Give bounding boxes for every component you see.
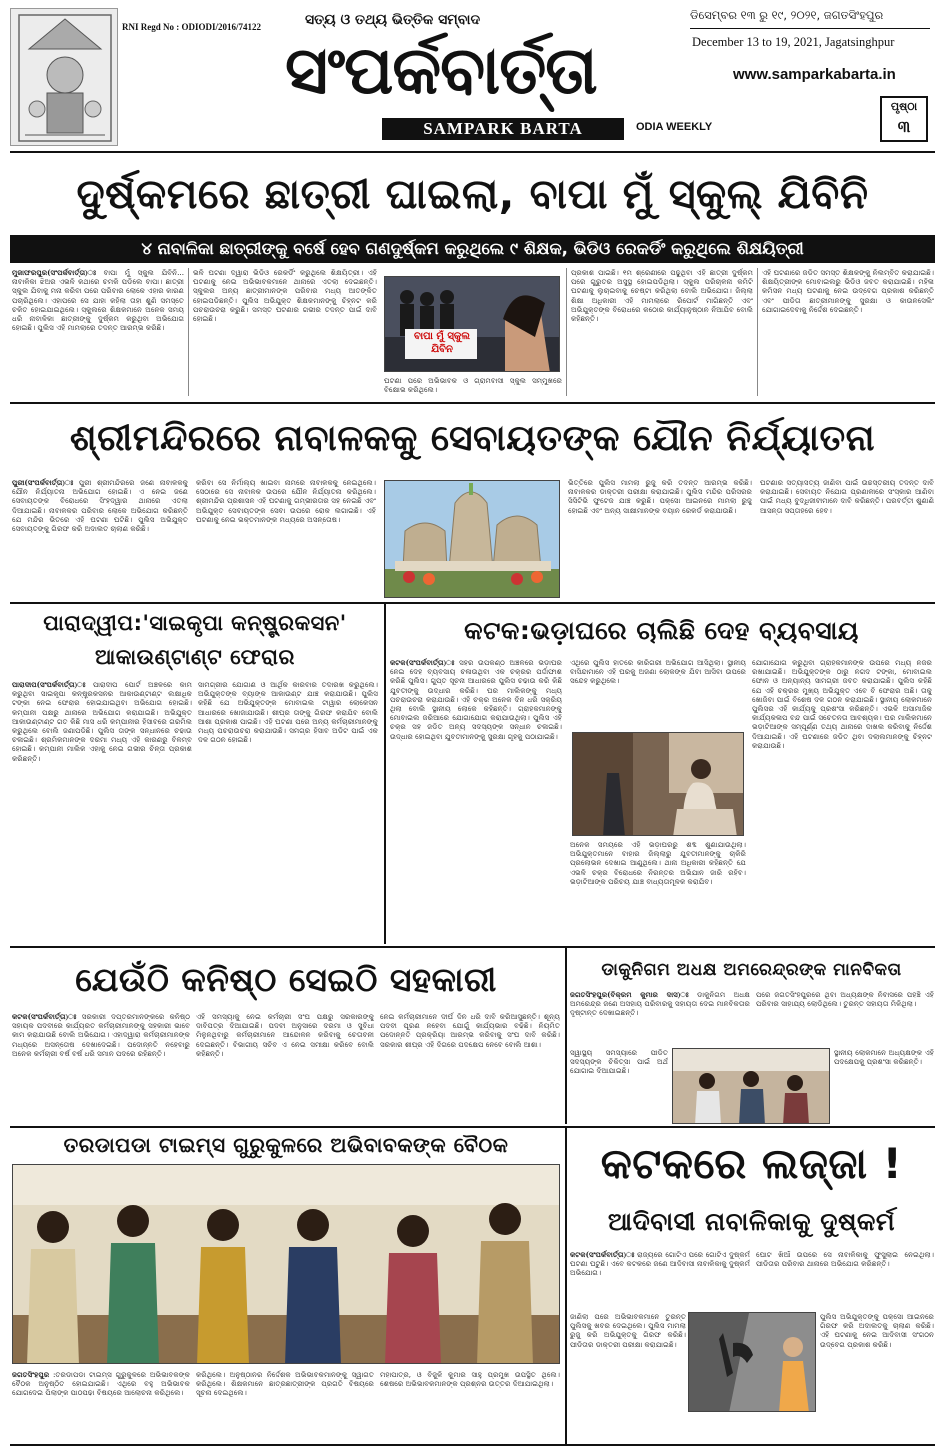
- story7-dateline: ଜଗତସିଂହପୁର: [12, 1370, 50, 1379]
- story8-col3: ଜାଣିଲା ପରେ ଅଭିଭାବକମାନେ ତୁରନ୍ତ ପୁଲିସକୁ ଖବର ଦେଇଥିଲେ। ପୁଲିସ ମାମଲା ରୁଜୁ କରି ଅଭିଯୁକ୍ତକୁ ଗିରଫ କରିଛି। ପୀଡିତାର ଡାକ୍ତରୀ ପରୀକ୍ଷା କରାଯାଇଛି।: [570, 1312, 686, 1349]
- story6-headline: ଡାକୁନିଗମ ଅଧକ୍ଷ ଅମରେନ୍ଦ୍ରଙ୍କ ମାନବିକତା: [601, 960, 902, 980]
- edition-label: ODIA WEEKLY: [636, 121, 713, 133]
- story1-col2: [193, 268, 377, 398]
- website[interactable]: www.samparkabarta.in: [733, 66, 896, 83]
- story6-col1: ଜଗତସିଂହପୁର(ବିକ୍ରମ କୁମାର ଦାସ)ଃ ଡାକୁନିଗମ ଅଧକ୍ଷ ଅମରେନ୍ଦ୍ର ଜଣେ ଅସହାୟ ପରିବାରକୁ ସହାୟତା ଦେଇ ମାନବିକତାର ଦୃଷ୍ଟାନ୍ତ ଦେଖାଇଛନ୍ତି।: [570, 990, 750, 1018]
- story7-col3: ମହାପାତ୍ର, ଓ ବିଜୁଳି କୁମାର ସାହୁ ପ୍ରମୁଖ ଉପସ୍ଥିତ ଥିଲେ। ଶେଷରେ ଅଭିଭାବକମାନଙ୍କ ପ୍ରଶ୍ନର ଉତ୍ତର ଦିଆଯାଇଥିଲା।: [380, 1370, 560, 1389]
- story7-photo: [12, 1164, 560, 1364]
- story8-headline-line2: ଆଦିବାସୀ ନାବାଳିକାକୁ ଦୁଷ୍କର୍ମ: [607, 1207, 896, 1236]
- story5-headline: ଯେଉଁଠି କନିଷ୍ଠ ସେଇଠି ସହକାରୀ: [75, 960, 497, 999]
- story1-dateline: ମୁଜାଫରପୁର(ସଂପର୍କବାର୍ତ୍ତା)ଃ: [12, 268, 97, 277]
- date-english: December 13 to 19, 2021, Jagatsinghpur: [692, 35, 895, 49]
- masthead: [0, 0, 945, 150]
- story1-col3-bottom: ଘଟଣା ପରେ ଅଭିଭାବକ ଓ ଗ୍ରାମବାସୀ ସ୍କୁଲ ସମ୍ମୁଖରେ ବିକ୍ଷୋଭ କରିଥିଲେ।: [384, 376, 562, 395]
- story2-col1: ପୁରୀ(ସଂପର୍କବାର୍ତ୍ତା)ଃ ପୁରୀ ଶ୍ରୀମନ୍ଦିରରେ ଜଣେ ନାବାଳକକୁ ଯୌନ ନିର୍ଯ୍ୟାତନା ଅଭିଯୋଗ ହୋଇଛି। ଏ ନେଇ ଜଣେ ସେବାୟତଙ୍କ ବିରୋଧରେ ସିଂହଦ୍ୱାର ଥାନାରେ ଏତଲା ଦିଆଯାଇଛି। ନାବାଳକର ପରିବାର ଲୋକେ ଅଭିଯୋଗ କରିଛନ୍ତି ଯେ ମନ୍ଦିର ଭିତରେ ଏହି ଘଟଣା ଘଟିଛି। ପୁଲିସ ଅଭିଯୁକ୍ତ ସେବାୟତଙ୍କୁ ଗିରଫ କରି ଅଦାଲତ ଚାଲାଣ କରିଛି।: [12, 478, 188, 534]
- story4-col1: କଟକ(ସଂପର୍କବାର୍ତ୍ତା)ଃ ସହର ଉପକଣ୍ଠ ଅଞ୍ଚଳରେ ଭଡ଼ାଘର ନେଇ ଦେହ ବ୍ୟବସାୟ ଚଳାଉଥିବା ଏକ ଚକ୍ରର ପର୍ଦ୍ଦାଫାଶ କରିଛି ପୁଲିସ। ଗୁପ୍ତ ସୂଚନା ଆଧାରରେ ପୁଲିସ ଚଢାଉ କରି କିଛି ଯୁବତୀଙ୍କୁ ଉଦ୍ଧାର କରିଛି। ଘର ମାଲିକଙ୍କୁ ମଧ୍ୟ ପଚରାଉଚରା କରାଯାଉଛି। ଏହି ଚକ୍ର ଅନେକ ଦିନ ଧରି ସକ୍ରିୟ ଥିଲା ବୋଲି ସ୍ଥାନୀୟ ଲୋକେ କହିଛନ୍ତି। ଗ୍ରାହକମାନଙ୍କୁ ମୋବାଇଲ ଜରିଆରେ ଯୋଗାଯୋଗ କରାଯାଉଥିଲା। ପୁଲିସ ଏହି ଚକ୍ର ସହ ଜଡିତ ଅନ୍ୟ ସଦସ୍ୟଙ୍କ ସନ୍ଧାନ ଚଳାଇଛି। ଉଦ୍ଧାର ହୋଇଥିବା ଯୁବତୀମାନଙ୍କୁ ସୁରକ୍ଷା ଗୃହକୁ ପଠାଯାଇଛି।: [390, 658, 562, 741]
- story8-block: [568, 1128, 935, 1444]
- story8-col1: କଟକ(ସଂପର୍କବାର୍ତ୍ତା)ଃ ରାଜ୍ୟରେ ଗୋଟିଏ ପରେ ଗୋଟିଏ ଦୁଷ୍କର୍ମ ଘଟଣା ଘଟୁଛି। ଏବେ କଟକରେ ଜଣେ ଆଦିବାସୀ ନାବାଳିକାକୁ ଦୁଷ୍କର୍ମ ଅଭିଯୋଗ।: [570, 1250, 750, 1278]
- story8-dateline: କଟକ(ସଂପର୍କବାର୍ତ୍ତା)ଃ: [570, 1250, 635, 1259]
- story3-dateline: ପାରାଦୀପ(ସଂପର୍କବାର୍ତ୍ତା)ଃ: [12, 680, 86, 689]
- story1-col5: [762, 268, 934, 398]
- logo-english-banner: [382, 118, 624, 140]
- page-label: ପୃଷ୍ଠା: [890, 100, 918, 113]
- story8-headline-line1: କଟକରେ ଲଜ୍ଜା !: [600, 1139, 903, 1188]
- story7-block: [10, 1128, 562, 1444]
- story2-col2: କରିବା ସେ ନିର୍ମାଲ୍ୟ ଖାଇବା ନାମରେ ନାବାଳକକୁ ନେଇଥିଲେ। ସେଠାରେ ସେ ନାବାଳକ ଉପରେ ଯୌନ ନିର୍ଯ୍ୟାତନା କରିଥିଲେ। ଶ୍ରୀମନ୍ଦିର ପ୍ରଶାସନ ଏହି ଘଟଣାକୁ ଗମ୍ଭୀରତାର ସହ ନେଇଛି ଏବଂ ଅଭିଯୁକ୍ତ ସେବାୟତଙ୍କ ସେବା ଉପରେ ରୋକ ଲଗାଇଛି। ଏହି ଘଟଣାକୁ ନେଇ ଭକ୍ତମାନଙ୍କ ମଧ୍ୟରେ ଅସନ୍ତୋଷ।: [196, 478, 376, 524]
- story1-body-3: ପ୍ରକାଶ ପାଇଛି। ୧ମ ଶ୍ରେଣୀରେ ପଢୁଥିବା ଏହି ଛାତ୍ରୀ ଦୁର୍ଷ୍କମ ପରେ ଗୁରୁତର ଅସୁସ୍ଥ ହୋଇପଡିଥିଲା। ସ୍କୁଲ ପରିଚାଳନା କମିଟି ଘଟଣାକୁ ଲୁଚାଇବାକୁ ଚେଷ୍ଟା କରିଥିଲା ବୋଲି ଅଭିଯୋଗ। ଜିଲ୍ଲା ଶିକ୍ଷା ଅଧିକାରୀ ଏହି ମାମଲାରେ ରିପୋର୍ଟ ମାଗିଛନ୍ତି ଏବଂ ଅଭିଯୁକ୍ତଙ୍କ ବିରୋଧରେ କଠୋର କାର୍ଯ୍ୟାନୁଷ୍ଠାନ ନିଆଯିବ ବୋଲି କହିଛନ୍ତି।: [571, 268, 753, 324]
- page-number-box: [880, 96, 928, 142]
- story2-dateline: ପୁରୀ(ସଂପର୍କବାର୍ତ୍ତା)ଃ: [12, 478, 74, 487]
- story4-dateline: କଟକ(ସଂପର୍କବାର୍ତ୍ତା)ଃ: [390, 658, 455, 667]
- story1-photo-caption: ବାପା ମୁଁ ସ୍କୁଲ ଯିବିନ: [414, 331, 470, 355]
- story2-col3: ଭିତ୍ତିରେ ପୁଲିସ ମାମଲା ରୁଜୁ କରି ତଦନ୍ତ ଆରମ୍ଭ କରିଛି। ନାବାଳକର ଡାକ୍ତରୀ ପରୀକ୍ଷା କରାଯାଇଛି। ପୁଲିସ ମନ୍ଦିର ପରିସରର ସିସିଟିଭି ଫୁଟେଜ ଯାଞ୍ଚ କରୁଛି। ପକ୍ସୋ ଆଇନରେ ମାମଲା ରୁଜୁ ହୋଇଛି ଏବଂ ଅନ୍ୟ ସାକ୍ଷୀମାନଙ୍କ ବୟାନ ରେକର୍ଡ କରାଯାଉଛି।: [568, 478, 752, 515]
- story5-dateline: କଟକ(ସଂପର୍କବାର୍ତ୍ତା)ଃ: [12, 1012, 77, 1021]
- story7-col1: ଜଗତସିଂହପୁର :ତରଡାପଡା ଟାଇମ୍ସ ଗୁରୁକୁଳରେ ଅଭିଭାବକଙ୍କ ବୈଠକ ଅନୁଷ୍ଠିତ ହୋଇଯାଇଛି। ଏଥିରେ ବହୁ ଅଭିଭାବକ ଯୋଗଦେଇ ପିଲାଙ୍କ ପାଠପଢା ବିଷୟରେ ଆଲୋଚନା କରିଥିଲେ।: [12, 1370, 190, 1398]
- story5-col1: କଟକ(ସଂପର୍କବାର୍ତ୍ତା)ଃ ସରକାରୀ ଦପ୍ତରମାନଙ୍କରେ କନିଷ୍ଠ ସହାୟକ ପଦବୀରେ କାର୍ଯ୍ୟରତ କର୍ମଚାରୀମାନଙ୍କୁ ସହକାରୀ ଭାବେ କାମ କରାଯାଉଛି ବୋଲି ଅଭିଯୋଗ। ଏହାଦ୍ୱାରା କର୍ମଚାରୀମାନଙ୍କ ମଧ୍ୟରେ ଅସନ୍ତୋଷ ଦେଖାଦେଇଛି। ପଦୋନ୍ନତି ନହେବାରୁ ଅନେକ କର୍ମଚାରୀ ବର୍ଷ ବର୍ଷ ଧରି ସମାନ ପଦରେ ରହିଛନ୍ତି।: [12, 1012, 190, 1058]
- story6-col2: ପରେ ଜଗତସିଂହପୁରରେ ଥିବା ଅଧ୍ୟକ୍ଷଙ୍କ ନିବାସରେ ପହଞ୍ଚି ଏହି ପରିବାର ସାହାଯ୍ୟ ଲୋଡିଥିଲେ। ତୁରନ୍ତ ସହାୟତା ମିଳିଥିଲା।: [756, 990, 934, 1009]
- story7-col2: କରିଥିଲେ। ଅନୁଷ୍ଠାନର ନିର୍ଦ୍ଦେଶକ ଅଭିଭାବକମାନଙ୍କୁ ସ୍ୱାଗତ କରିଥିଲେ। ଶିକ୍ଷକମାନେ ଛାତ୍ରଛାତ୍ରୀଙ୍କ ପ୍ରଗତି ବିଷୟରେ ସୂଚନା ଦେଇଥିଲେ।: [196, 1370, 374, 1398]
- story1-subheadline-banner: [10, 235, 935, 263]
- story1-body-2: ଭଳି ଘଟଣା ଦ୍ୱାରା ଭିଡିଓ ରେକର୍ଡିଂ କରୁଥିଲେ ଶିକ୍ଷୟିତ୍ରୀ। ଏହି ଘଟଣାକୁ ନେଇ ଅଭିଭାବକମାନେ ଥାନାରେ ଏତଲା ଦେଇଛନ୍ତି। ସ୍କୁଲର ଅନ୍ୟ ଛାତ୍ରୀମାନଙ୍କ ପରିବାର ମଧ୍ୟ ଆତଙ୍କିତ ହୋଇପଡିଛନ୍ତି। ପୁଲିସ ଅଭିଯୁକ୍ତ ଶିକ୍ଷକମାନଙ୍କୁ ଚିହ୍ନଟ କରି ପଚରାଉଚରା କରୁଛି। ସମସ୍ତ ଘଟଣାର ଗଭୀର ତଦନ୍ତ ପାଇଁ ଦାବି ହୋଇଛି।: [193, 268, 377, 324]
- story6-dateline: ଜଗତସିଂହପୁର(ବିକ୍ରମ କୁମାର ଦାସ)ଃ: [570, 990, 689, 999]
- story3-col1: ପାରାଦୀପ(ସଂପର୍କବାର୍ତ୍ତା)ଃ ପାରାଦୀପ ପୋର୍ଟ ଅଞ୍ଚଳରେ କାମ କରୁଥିବା ସାଇକୃପା କନ୍ଷ୍ଟ୍ରକସନର ଆକାଉଣ୍ଟାଣ୍ଟ ଲକ୍ଷାଧିକ ଟଙ୍କା ନେଇ ଫେରାର ହୋଇଯାଇଥିବା ଅଭିଯୋଗ ହୋଇଛି। କମ୍ପାନୀ ପକ୍ଷରୁ ଥାନାରେ ଅଭିଯୋଗ କରାଯାଇଛି। ଅଭିଯୁକ୍ତ ଆକାଉଣ୍ଟାଣ୍ଟ ଗତ କିଛି ମାସ ଧରି କମ୍ପାନୀର ହିସାବରେ ଗରମିଲ କରୁଥିଲେ ବୋଲି ଜଣାପଡିଛି। ପୁଲିସ ତାଙ୍କ ସନ୍ଧାନରେ ଚଢାଉ ଚଳାଇଛି। ଶ୍ରମିକମାନଙ୍କ ଦରମା ମଧ୍ୟ ଏହି କାରଣରୁ ବିଳମ୍ବ ହୋଇଛି। କମ୍ପାନୀ ମାଲିକ ଏହାକୁ ନେଇ ଗଭୀର ଚିନ୍ତା ପ୍ରକାଶ କରିଛନ୍ତି।: [12, 680, 192, 763]
- story3-headline-line2: ଆକାଉଣ୍ଟାଣ୍ଟ ଫେରାର: [95, 645, 295, 669]
- story4-block: [388, 604, 935, 944]
- story4-photo: [572, 732, 744, 836]
- story1-col4: [571, 268, 753, 398]
- story1-body-4: ଏହି ଘଟଣାରେ ଜଡିତ ସମସ୍ତ ଶିକ୍ଷକଙ୍କୁ ନିଲମ୍ବିତ କରାଯାଇଛି। ଶିକ୍ଷୟିତ୍ରୀଙ୍କ ମୋବାଇଲରୁ ଭିଡିଓ ଜବତ କରାଯାଇଛି। ମହିଳା କମିସନ ମଧ୍ୟ ଘଟଣାକୁ ନେଇ ଉଦ୍‌ବେଗ ପ୍ରକାଶ କରିଛନ୍ତି ଏବଂ ପୀଡିତା ଛାତ୍ରୀମାନଙ୍କୁ ସୁରକ୍ଷା ଓ କାଉନସେଲିଂ ଯୋଗାଇଦେବାକୁ ନିର୍ଦ୍ଦେଶ ଦେଇଛନ୍ତି।: [762, 268, 934, 314]
- masthead-deity-image: [10, 8, 118, 146]
- story1-subheadline: ୪ ନାବାଳିକା ଛାତ୍ରୀଙ୍କୁ ବର୍ଷେ ହେବ ଗଣଦୁର୍ଷ୍କମ କରୁଥିଲେ ୯ ଶିକ୍ଷକ, ଭିଡିଓ ରେକର୍ଡିଂ କରୁଥିଲେ ଶିକ୍ଷୟିତ୍ରୀ: [141, 239, 804, 258]
- story4-col2-bottom: ଅନେକ ସମୟରେ ଏହି ଭଡ଼ାଘରରୁ ଶବ୍ଦ ଶୁଣାଯାଉଥିଲା। ଅଭିଯୁକ୍ତମାନେ ବାହାର ଜିଲ୍ଲାରୁ ଯୁବତୀମାନଙ୍କୁ ଚାକିରି ପ୍ରଲୋଭନ ଦେଖାଇ ଆଣୁଥିଲେ। ଥାନା ଅଧିକାରୀ କହିଛନ୍ତି ଯେ ଏଭଳି ଚକ୍ର ବିରୋଧରେ ନିରନ୍ତର ଅଭିଯାନ ଜାରି ରହିବ। ଭଡ଼ାଟିଆଙ୍କ ପରିଚୟ ଯାଞ୍ଚ ବାଧ୍ୟତାମୂଳକ କରାଯିବ।: [570, 840, 746, 886]
- story5-col2: ଏହି ସମସ୍ୟାକୁ ନେଇ କର୍ମଚାରୀ ସଂଘ ପକ୍ଷରୁ ସରକାରଙ୍କୁ ଦାବିପତ୍ର ଦିଆଯାଇଛି। ପଦବୀ ଅନୁସାରେ ଦରମା ଓ ସୁବିଧା ମିଳୁନଥିବାରୁ କର୍ମଚାରୀମାନେ ଆନ୍ଦୋଳନ କରିବାକୁ ଚେତାବନୀ ଦେଇଛନ୍ତି। ବିଭାଗୀୟ ସଚିବ ଏ ନେଇ ସମୀକ୍ଷା କରିବେ ବୋଲି କହିଛନ୍ତି।: [196, 1012, 374, 1058]
- story4-col3: ଯୋଗାଯୋଗ କରୁଥିବା ଗ୍ରାହକମାନଙ୍କ ଉପରେ ମଧ୍ୟ ନଜର ରଖାଯାଇଛି। ଅଭିଯୁକ୍ତଙ୍କ ଠାରୁ ନଗଦ ଟଙ୍କା, ମୋବାଇଲ ଫୋନ ଓ ଅନ୍ୟାନ୍ୟ ସାମଗ୍ରୀ ଜବତ କରାଯାଇଛି। ପୁଲିସ କହିଛି ଯେ ଏହି ଚକ୍ରର ମୁଖ୍ୟ ଅଭିଯୁକ୍ତ ଏବେ ବି ଫେରାର ଅଛି। ତାକୁ ଖୋଜିବା ପାଇଁ ବିଶେଷ ଦଳ ଗଠନ କରାଯାଇଛି। ସ୍ଥାନୀୟ ଲୋକମାନେ ପୁଲିସର ଏହି କାର୍ଯ୍ୟକୁ ପ୍ରଶଂସା କରିଛନ୍ତି। ଏଭଳି ଅସାମାଜିକ କାର୍ଯ୍ୟକଳାପ ବନ୍ଦ ପାଇଁ ସଚେତନତା ଆବଶ୍ୟକ। ଘର ମାଲିକମାନେ ଭଡ଼ାଟିଆଙ୍କ ସମ୍ପୂର୍ଣ୍ଣ ତଥ୍ୟ ଥାନାରେ ଦାଖଲ କରିବାକୁ ନିର୍ଦ୍ଦେଶ ଦିଆଯାଇଛି। ଏହି ଘଟଣାରେ ଜଡିତ ଥିବା ଦଲାଲମାନଙ୍କୁ ଚିହ୍ନଟ କରାଯାଉଛି।: [752, 658, 932, 750]
- rni-number: RNI Regd No : ODIODI/2016/74122: [122, 22, 262, 32]
- date-divider: [690, 28, 930, 29]
- date-odia: ଡିସେମ୍ବର ୧୩ ରୁ ୧୯, ୨୦୨୧, ଜଗତସିଂହପୁର: [690, 8, 884, 22]
- story8-col4: ପୁଲିସ ଅଭିଯୁକ୍ତଙ୍କୁ ପକ୍ସୋ ଆଇନରେ ଗିରଫ କରି ଅଦାଲତକୁ ଚାଲାଣ କରିଛି। ଏହି ଘଟଣାକୁ ନେଇ ଆଦିବାସୀ ସଂଗଠନ ଉଦ୍‌ବେଗ ପ୍ରକାଶ କରିଛି।: [820, 1312, 934, 1349]
- story6-block: [568, 948, 935, 1124]
- story8-col2: ଘୋଟ ଖିଆଁ ଉପରେ ସେ ନାବାଳିକାକୁ ଫୁସୁଲାଇ ନେଇଥିଲା। ପୀଡିତାର ପରିବାର ଥାନାରେ ଅଭିଯୋଗ କରିଛନ୍ତି।: [756, 1250, 934, 1269]
- story6-col4: ସ୍ଥାନୀୟ ଲୋକମାନେ ଅଧ୍ୟକ୍ଷଙ୍କ ଏହି ପଦକ୍ଷେପକୁ ପ୍ରଶଂସା କରିଛନ୍ତି।: [834, 1048, 934, 1067]
- story3-col2: ସାମଗ୍ରୀର ଯୋଗାଣ ଓ ଆର୍ଥିକ କାରବାର ତଦାରଖ କରୁଥିଲେ। ଅଭିଯୁକ୍ତଙ୍କ ବ୍ୟାଙ୍କ ଆକାଉଣ୍ଟ ଯାଞ୍ଚ କରାଯାଉଛି। ପୁଲିସ କହିଛି ଯେ ଅଭିଯୁକ୍ତଙ୍କ ମୋବାଇଲ ଟାୱାର ଲୋକେସନ ଆଧାରରେ ଖୋଜାଯାଉଛି। ଶୀଘ୍ର ତାଙ୍କୁ ଗିରଫ କରାଯିବ ବୋଲି ଆଶା ପ୍ରକାଶ ପାଇଛି। ଏହି ଘଟଣା ପରେ ଅନ୍ୟ କର୍ମଚାରୀମାନଙ୍କୁ ମଧ୍ୟ ପଚରାଉଚରା କରାଯାଉଛି। ସମଗ୍ର ହିସାବ ଅଡିଟ ପାଇଁ ଏକ ଦଳ ଗଠନ ହୋଇଛି।: [198, 680, 378, 745]
- story5-col3: ନେଇ କର୍ମଚାରୀମାନେ ଦୀର୍ଘ ଦିନ ଧରି ଦାବି କରିଆସୁଛନ୍ତି। ଶୂନ୍ୟ ପଦବୀ ପୂରଣ ନହେବା ଯୋଗୁଁ କାର୍ଯ୍ୟଭାର ବଢିଛି। ନିୟମିତ ପଦୋନ୍ନତି ପ୍ରକ୍ରିୟା ଆରମ୍ଭ କରିବାକୁ ସଂଘ ଦାବି କରିଛି। ସରକାର ଶୀଘ୍ର ଏହି ଦିଗରେ ପଦକ୍ଷେପ ନେବେ ବୋଲି ଆଶା।: [380, 1012, 560, 1049]
- masthead-rule: [10, 151, 935, 153]
- story4-col2-top: ଏଥିରେ ପୁଲିସ ହାତରେ କାରିଗରୀ ଅଭିଯୋଗ ଆସିଥିଲା। ସ୍ଥାନୀୟ ବାସିନ୍ଦାମାନେ ଏହି ଘରକୁ ଅଜଣା ଲୋକଙ୍କ ଯିବା ଆସିବା ଉପରେ ସନ୍ଦେହ କରୁଥିଲେ।: [570, 658, 746, 686]
- story5-block: [10, 948, 562, 1124]
- story1-headline: ଦୁର୍ଷ୍କମରେ ଛାତ୍ରୀ ଘାଇଲା, ବାପା ମୁଁ ସ୍କୁଲ୍ ଯିବିନି: [76, 170, 869, 218]
- logo-odia: ସଂପର୍କବାର୍ତ୍ତା: [285, 32, 597, 109]
- story8-photo: [688, 1312, 816, 1412]
- story1-col1: [12, 268, 184, 398]
- tagline: ସତ୍ୟ ଓ ତଥ୍ୟ ଭିତ୍ତିକ ସମ୍ବାଦ: [305, 12, 481, 28]
- story1-photo: [384, 276, 560, 372]
- story3-headline-line1: ପାରାଦ୍ୱୀପ:'ସାଇକୃପା କନ୍ଷ୍ଟ୍ରକସନ': [43, 611, 347, 635]
- story3-block: [10, 604, 380, 944]
- logo-english: SAMPARK BARTA: [423, 119, 583, 138]
- story2-photo: [384, 480, 560, 598]
- story2-headline: ଶ୍ରୀମନ୍ଦିରରେ ନାବାଳକକୁ ସେବାୟତଙ୍କ ଯୌନ ନିର୍ଯ୍ୟାତନା: [69, 418, 876, 459]
- story4-headline: କଟକ:ଭଡ଼ାଘରେ ଚାଲିଛି ଦେହ ବ୍ୟବସାୟ: [464, 616, 859, 645]
- page-number: ୩: [897, 117, 911, 136]
- story6-col3: ସ୍ୱାସ୍ଥ୍ୟ ସମସ୍ୟାରେ ପୀଡିତ ସଦସ୍ୟଙ୍କ ଚିକିତ୍ସା ପାଇଁ ଅର୍ଥ ଯୋଗାଇ ଦିଆଯାଇଛି।: [570, 1048, 668, 1076]
- story1-body-1: ବାପା ମୁଁ ସ୍କୁଲ ଯିବିନି... ନାବାଳିକା ଝିଅର ଏଭଳି କଥାରେ ଚମକି ପଡିଲେ ବାପା। ଛାତ୍ରୀ ସ୍କୁଲ ଯିବାକୁ ମନା କରିବା ପରେ ପରିବାର ଲୋକେ ଏହାର କାରଣ ପଚାରିଥିଲେ। ଏହାପରେ ସେ ଯାହା କହିଲା ତାହା ଶୁଣି ସମସ୍ତେ ଚକିତ ହୋଇଯାଇଥିଲେ। ସ୍କୁଲରେ ଶିକ୍ଷକମାନେ ଅନେକ ସମୟ ଧରି ନାବାଳିକା ଛାତ୍ରୀଙ୍କୁ ଦୁର୍ଷ୍କମ କରୁଥିବା ଅଭିଯୋଗ ହୋଇଛି। ପୁଲିସ ଏହି ମାମଲାରେ ତଦନ୍ତ ଆରମ୍ଭ କରିଛି।: [12, 268, 184, 333]
- story2-col4: ଘଟଣାର ସତ୍ୟାସତ୍ୟ ଜାଣିବା ପାଇଁ ଉଚ୍ଚସ୍ତରୀୟ ତଦନ୍ତ ଦାବି କରାଯାଇଛି। ସେବାୟତ ନିଯୋଗ ପ୍ରଣାଳୀରେ ସଂସ୍କାର ଆଣିବା ପାଇଁ ମଧ୍ୟ ବୁଦ୍ଧିଜୀବୀମାନେ ଦାବି କରିଛନ୍ତି। ପରବର୍ତ୍ତୀ ଶୁଣାଣି ଆସନ୍ତା ସପ୍ତାହରେ ହେବ।: [760, 478, 934, 515]
- story6-photo: [672, 1048, 830, 1124]
- story7-headline: ତରଡାପଡା ଟାଇମ୍ସ ଗୁରୁକୁଳରେ ଅଭିବାବକଙ୍କ ବୈଠକ: [63, 1133, 509, 1157]
